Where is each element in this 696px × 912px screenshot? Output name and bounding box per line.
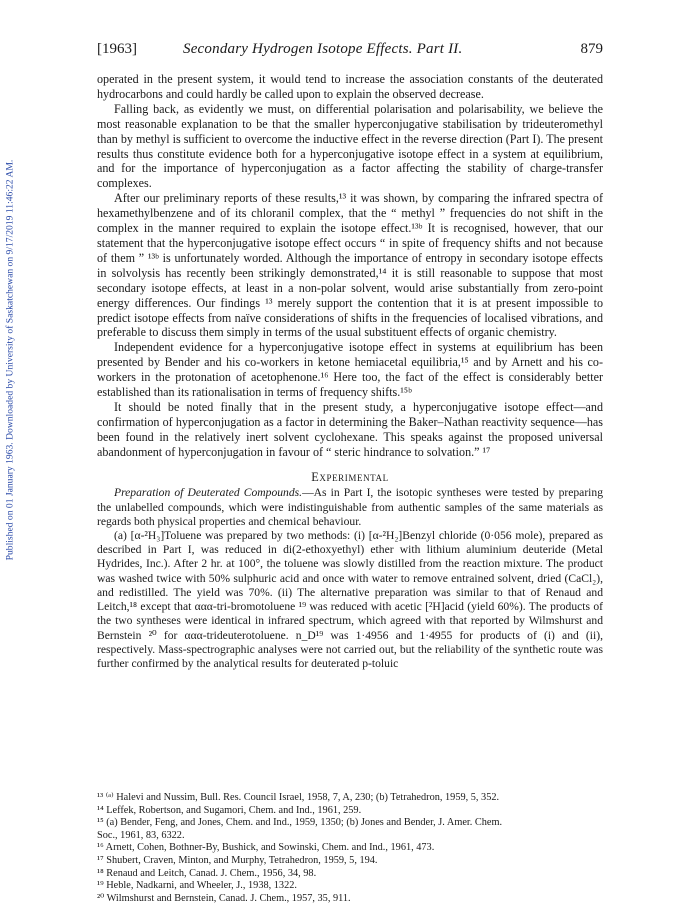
- reference-19: ¹⁹ Heble, Nadkarni, and Wheeler, J., 1938, 1322.: [97, 880, 297, 892]
- footnote-references: [97, 792, 603, 905]
- paragraph-1: operated in the present system, it would tend to increase the association constants of the deuterated hydrocarbons and could hardly be called upon to explain the observed decrease.: [97, 72, 603, 101]
- reference-17: ¹⁷ Shubert, Craven, Minton, and Murphy, Tetrahedron, 1959, 5, 194.: [97, 854, 378, 866]
- experimental-paragraph-1-text: —As in Part I, the isotopic syntheses were tested by preparing the unlabelled compounds, which were indistinguishable from authentic samples of the same materials as regards both physical properties and chemical behaviour.: [97, 486, 603, 528]
- reference-15: ¹⁵ (a) Bender, Feng, and Jones, Chem. and Ind., 1959, 1350; (b) Jones and Bender, J. Amer. Chem.: [97, 817, 503, 829]
- reference-13: ¹³ ⁽ᵃ⁾ Halevi and Nussim, Bull. Res. Council Israel, 1958, 7, A, 230; (b) Tetrahedron, 1959, 5, 352.: [97, 792, 500, 803]
- subsection-title: Preparation of Deuterated Compounds.: [114, 486, 303, 500]
- paragraph-4: Independent evidence for a hyperconjugative isotope effect in systems at equilibrium has been presented by Bender and his co-workers in ketone hemiacetal equilibria,¹⁵ and by Arnett and his co-workers in the protonation of acetophenone.¹⁶ Here too, the fact of the effect is considerably better established than its rationalisation in terms of frequency shifts.¹⁵ᵇ: [97, 340, 603, 400]
- paragraph-2: Falling back, as evidently we must, on differential polarisation and polarisability, we believe the most reasonable explanation to be that the smaller hyperconjugative stabilisation by trideuteromethyl than by methyl is sufficient to overcome the inductive effect in the reverse direction (Part I). The present results thus constitute evidence both for a hyperconjugative isotope effect in a system at equilibrium, and for the importance of hyperconjugation as a factor affecting the stability of charge-transfer complexes.: [97, 101, 603, 191]
- provenance-watermark: [2, 100, 18, 620]
- header-title: Secondary Hydrogen Isotope Effects. Part II.: [183, 41, 463, 57]
- reference-20: ²⁰ Wilmshurst and Bernstein, Canad. J. Chem., 1957, 35, 911.: [97, 892, 351, 904]
- paragraph-5: It should be noted finally that in the present study, a hyperconjugative isotope effect—and confirmation of hyperconjugation as a factor in determining the Baker–Nathan reactivity sequence—has been found in the relatively inert solvent cyclohexane. This speaks against the proposed universal abandonment of hyperconjugation in favour of “ steric hindrance to solvation.” ¹⁷: [97, 399, 603, 459]
- reference-14: ¹⁴ Leffek, Robertson, and Sugamori, Chem. and Ind., 1961, 259.: [97, 804, 362, 816]
- paragraph-3: After our preliminary reports of these results,¹³ it was shown, by comparing the infrared spectra of hexamethylbenzene and of its chloranil complex, that the “ methyl ” frequencies do not shift in the complex in the manner required to explain the isotope effect.¹³ᵇ It is recognised, however, that our statement that the hyperconjugative isotope effect occurs “ in spite of frequency shifts and not because of them ” ¹³ᵇ is unfortunately worded. Although the importance of entropy in secondary isotope effects in solvolysis has recently been strikingly demonstrated,¹⁴ it is still reasonable to suppose that most secondary isotope effects, at least in a non-polar solvent, would arise substantially from zero-point energy differences. Our findings ¹³ merely support the contention that it is at present impossible to predict isotope effects from naïve considerations of shifts in the frequencies of localised vibrations, and preferable to discuss them simply in terms of the usual substituent effects of organic chemistry.: [97, 191, 603, 340]
- main-text: [97, 72, 603, 671]
- reference-15-continued: Soc., 1961, 83, 6322.: [97, 829, 185, 841]
- page-number: 879: [580, 41, 603, 57]
- section-heading-experimental: Experimental: [311, 469, 389, 484]
- experimental-paragraph-1: [97, 486, 603, 529]
- reference-16: ¹⁶ Arnett, Cohen, Bothner-By, Bushick, and Sowinski, Chem. and Ind., 1961, 473.: [97, 842, 435, 854]
- header-year: [1963]: [97, 41, 137, 57]
- provenance-text: Published on 01 January 1963. Downloaded by University of Saskatchewan on 9/17/2019 11:46:22 AM.: [4, 159, 16, 561]
- reference-18: ¹⁸ Renaud and Leitch, Canad. J. Chem., 1956, 34, 98.: [97, 867, 317, 879]
- experimental-paragraph-2: (a) [α-²H₃]Toluene was prepared by two methods: (i) [α-²H₂]Benzyl chloride (0·056 mole), prepared as described in Part I, was reduced in di(2-ethoxyethyl) ether with lithium aluminium deuteride (Metal Hydrides, Inc.). After 2 hr. at 100°, the toluene was slowly distilled from the reaction mixture. The product was washed twice with 50% sulphuric acid and once with water to remove entrained solvent, dried (CaCl₂), and redistilled. The yield was 70%. (ii) The alternative preparation was similar to that of Renaud and Leitch,¹⁸ except that ααα-tri-bromotoluene ¹⁹ was reduced with acetic [²H]acid (yield 60%). The products of the two syntheses were identical in infrared spectrum, which agreed with that reported by Wilmshurst and Bernstein ²⁰ for ααα-trideuterotoluene. n_D¹⁹ was 1·4956 and 1·4955 for products of (i) and (ii), respectively. Mass-spectrographic analyses were not carried out, but the reliability of the synthetic route was further confirmed by the analytical results for deuterated p-toluic: [97, 529, 603, 670]
- running-header: [97, 41, 603, 59]
